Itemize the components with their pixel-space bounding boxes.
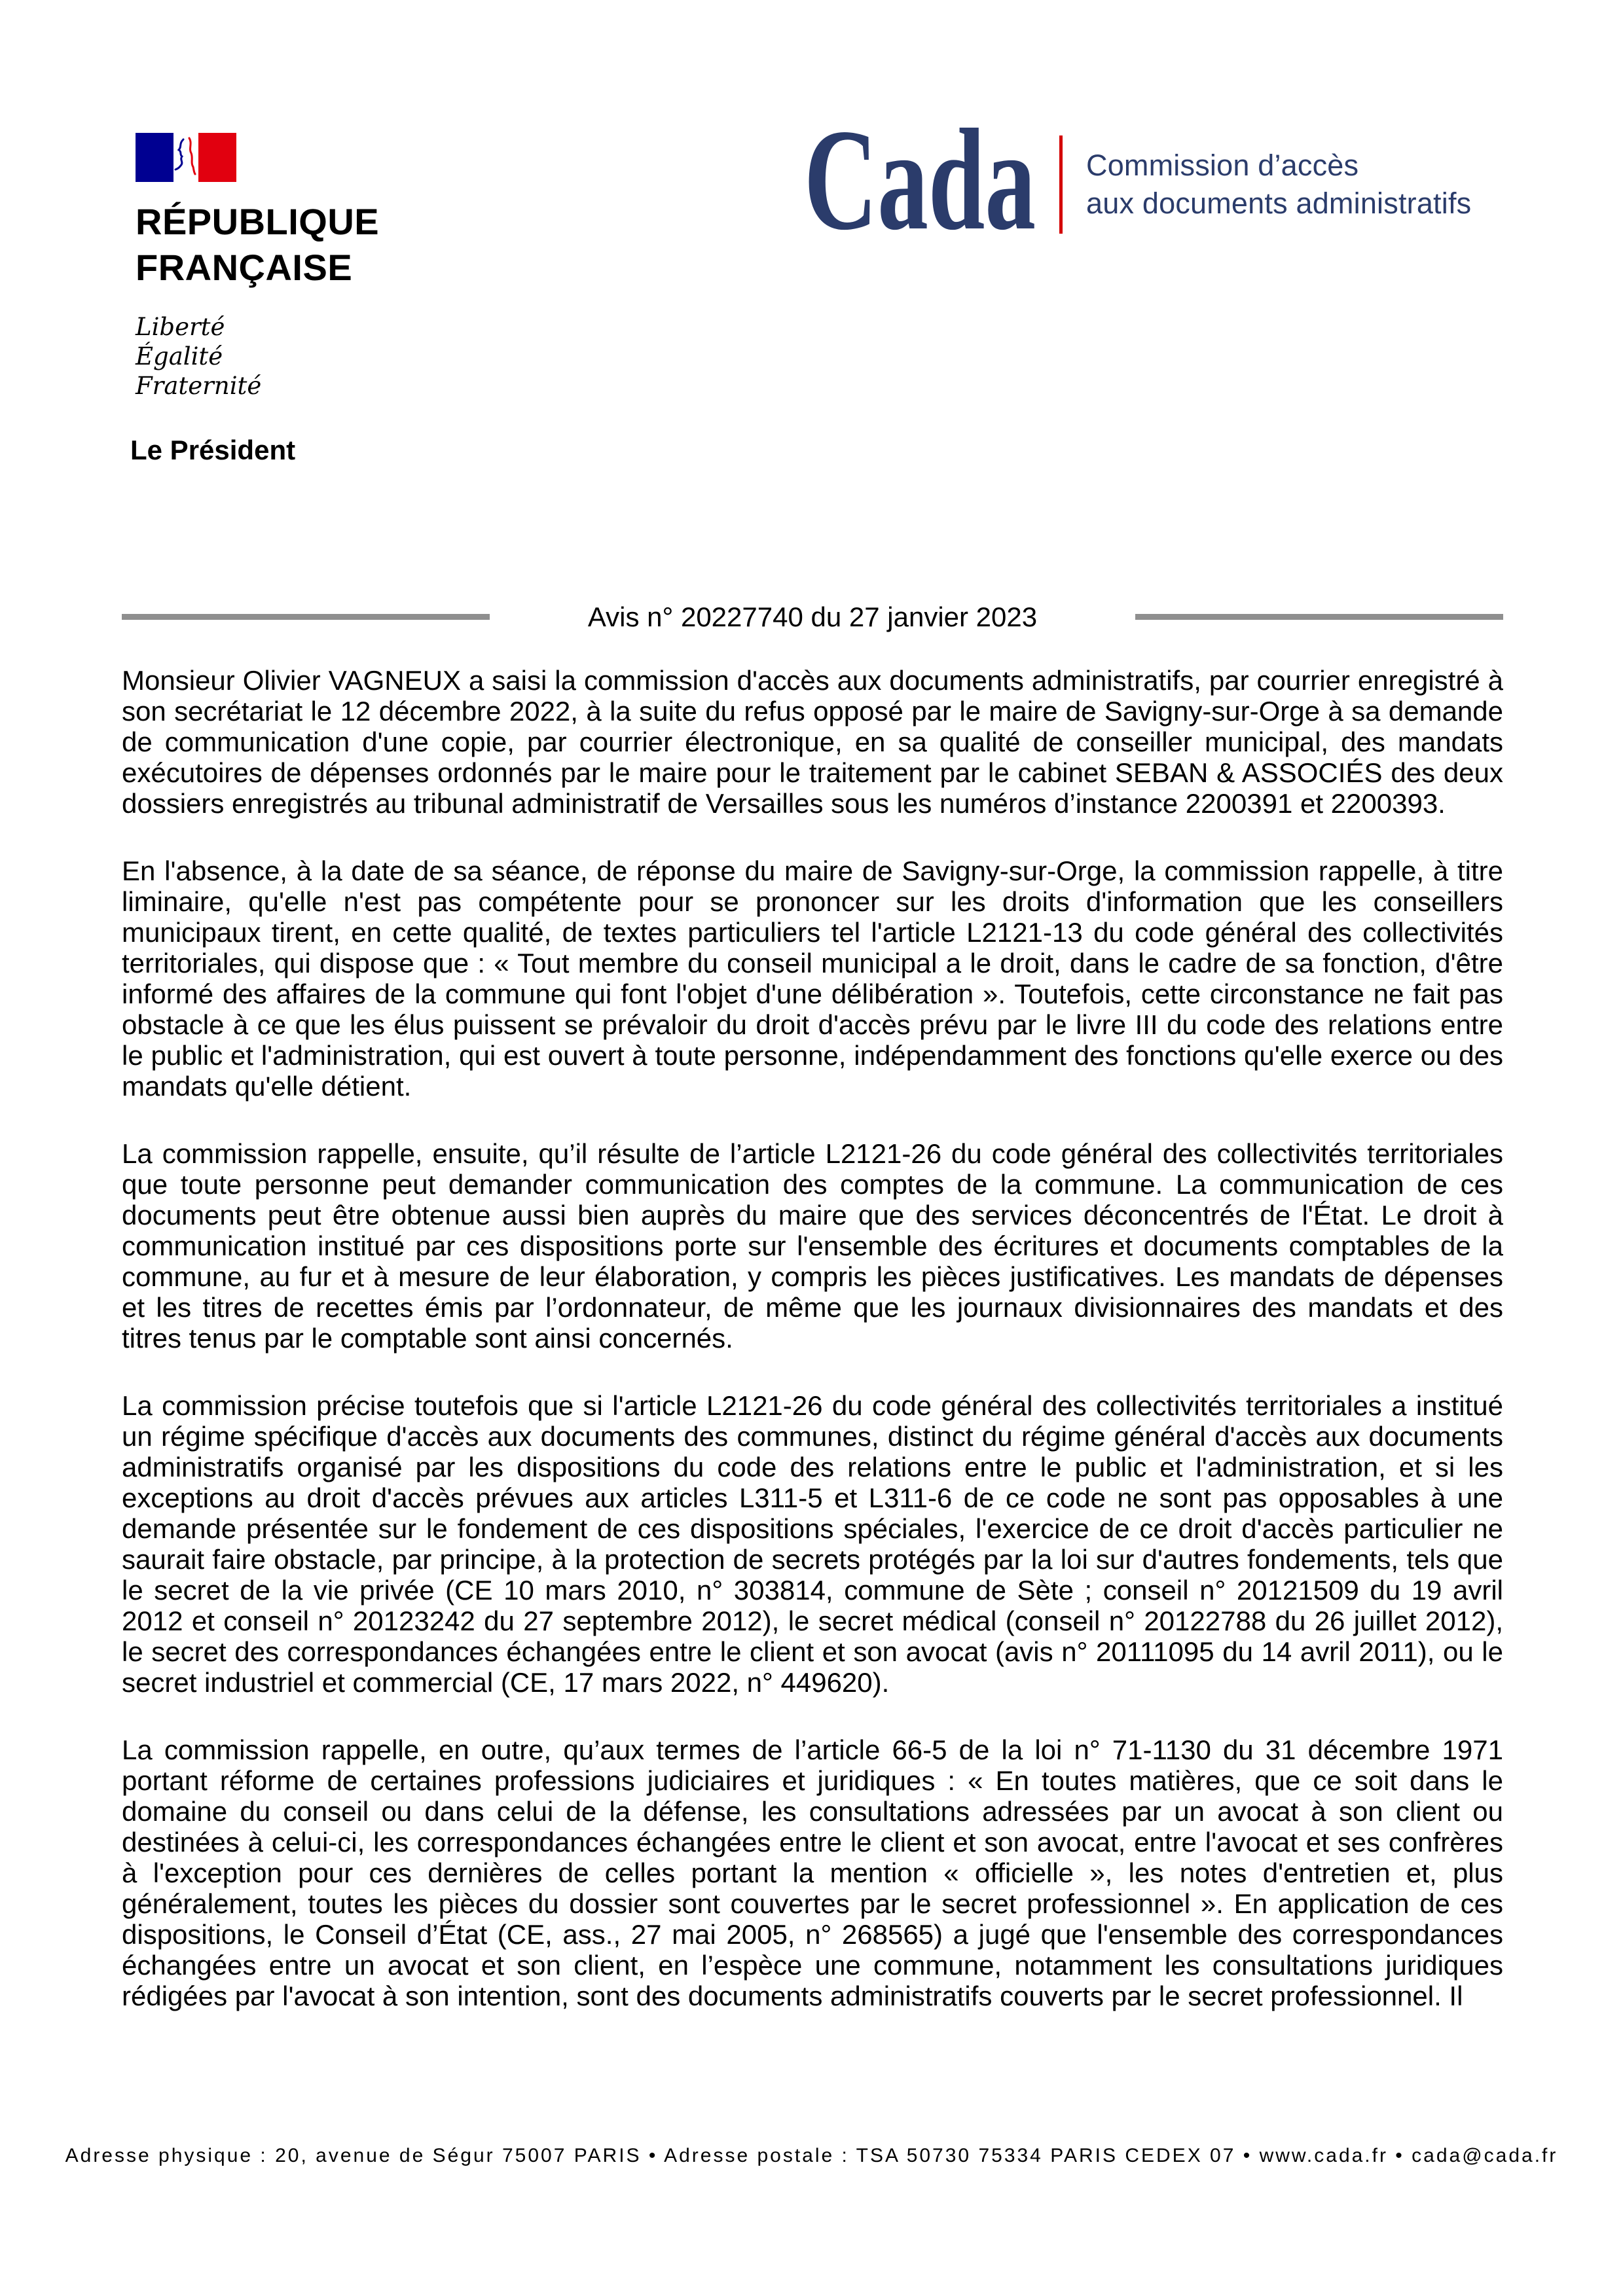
french-flag-marianne-icon [136,133,236,182]
rf-wordmark-line2: FRANÇAISE [136,247,353,288]
rf-motto-fraternite: Fraternité [136,372,262,400]
footer-address: Adresse physique : 20, avenue de Ségur 75007 PARIS • Adresse postale : TSA 50730 75334 PARIS CEDEX 07 • www.cada.fr • cada@cada.fr [65,2145,1558,2166]
document-title-row [122,597,1503,636]
rf-wordmark-line1: RÉPUBLIQUE [136,201,380,242]
letter-body [122,665,1503,2048]
cada-logo [804,99,1472,260]
body-paragraph-4: La commission précise toutefois que si l'article L2121-26 du code général des collectivités territoriales a institué un régime spécifique d'accès aux documents des communes, distinct du régime général d'accès aux documents administratifs organisé par les dispositions du code des relations entre le public et l'administration, et si les exceptions au droit d'accès prévues aux articles L311-5 et L311-6 de ce code ne sont pas opposables à une demande présentée sur le fondement de ces dispositions spéciales, l'exercice de ce droit d'accès particulier ne saurait faire obstacle, par principe, à la protection de secrets protégés par la loi sur d'autres fondements, tels que le secret de la vie privée (CE 10 mars 2010, n° 303814, commune de Sète ; conseil n° 20121509 du 19 avril 2012 et conseil n° 20123242 du 27 septembre 2012), le secret médical (conseil n° 20122788 du 26 juillet 2012), le secret des correspondances échangées entre le client et son avocat (avis n° 20111095 du 14 avril 2011), ou le secret industriel et commercial (CE, 17 mars 2022, n° 449620). [122,1390,1503,1698]
rf-motto-egalite: Égalité [136,342,223,370]
body-paragraph-3: La commission rappelle, ensuite, qu’il résulte de l’article L2121-26 du code général des collectivités territoriales que toute personne peut demander communication des comptes de la commune. La communication de ces documents peut être obtenue aussi bien auprès du maire que des services déconcentrés de l'État. Le droit à communication institué par ces dispositions porte sur l'ensemble des écritures et documents comptables de la commune, au fur et à mesure de leur élaboration, y compris les pièces justificatives. Les mandats de dépenses et les titres de recettes émis par l’ordonnateur, de même que les journaux divisionnaires des mandats et des titres tenus par le comptable sont ainsi concernés. [122,1138,1503,1354]
cada-org-line2: aux documents administratifs [1086,187,1472,220]
cada-org-name [1086,147,1471,223]
document-title: Avis n° 20227740 du 27 janvier 2023 [587,601,1038,632]
rf-motto-liberte: Liberté [136,313,225,341]
body-paragraph-1: Monsieur Olivier VAGNEUX a saisi la commission d'accès aux documents administratifs, par courrier enregistré à son secrétariat le 12 décembre 2022, à la suite du refus opposé par le maire de Savigny-sur-Orge à sa demande de communication d'une copie, par courrier électronique, en sa qualité de conseiller municipal, des mandats exécutoires de dépenses ordonnés par le maire pour le traitement par le cabinet SEBAN & ASSOCIÉS des deux dossiers enregistrés au tribunal administratif de Versailles sous les numéros d’instance 2200391 et 2200393. [122,665,1503,819]
rf-motto [136,312,379,401]
cada-wordmark: Cada [804,99,1036,260]
body-paragraph-5: La commission rappelle, en outre, qu’aux termes de l’article 66-5 de la loi n° 71-1130 du 31 décembre 1971 portant réforme de certaines professions judiciaires et juridiques : « En toutes matières, que ce soit dans le domaine du conseil ou dans celui de la défense, les consultations adressées par un avocat à son client ou destinées à celui-ci, les correspondances échangées entre le client et son avocat, entre l'avocat et ses confrères à l'exception pour ces dernières de celles portant la mention « officielle », les notes d'entretien et, plus généralement, toutes les pièces du dossier sont couvertes par le secret professionnel ». En application de ces dispositions, le Conseil d’État (CE, ass., 27 mai 2005, n° 268565) a jugé que l'ensemble des correspondances échangées entre un avocat et son client, en l’espèce une commune, notamment les consultations juridiques rédigées par l'avocat à son intention, sont des documents administratifs couverts par le secret professionnel. Il [122,1734,1503,2011]
title-rule-right [1135,614,1503,620]
sender-title: Le Président [130,435,296,465]
title-rule-left [122,614,490,620]
rf-wordmark [136,199,379,291]
cada-separator-line [1059,135,1063,234]
body-paragraph-2: En l'absence, à la date de sa séance, de réponse du maire de Savigny-sur-Orge, la commission rappelle, à titre liminaire, qu'elle n'est pas compétente pour se prononcer sur les droits d'information que les conseillers municipaux tirent, en cette qualité, de textes particuliers tel l'article L2121-13 du code général des collectivités territoriales, qui dispose que : « Tout membre du conseil municipal a le droit, dans le cadre de sa fonction, d'être informé des affaires de la commune qui font l'objet d'une délibération ». Toutefois, cette circonstance ne fait pas obstacle à ce que les élus puissent se prévaloir du droit d'accès prévu par le livre III du code des relations entre le public et l'administration, qui est ouvert à toute personne, indépendamment des fonctions qu'elle exerce ou des mandats qu'elle détient. [122,855,1503,1102]
republique-francaise-logo [136,133,379,401]
cada-org-line1: Commission d’accès [1086,149,1359,182]
cada-wordmark-wrap [804,99,1041,260]
